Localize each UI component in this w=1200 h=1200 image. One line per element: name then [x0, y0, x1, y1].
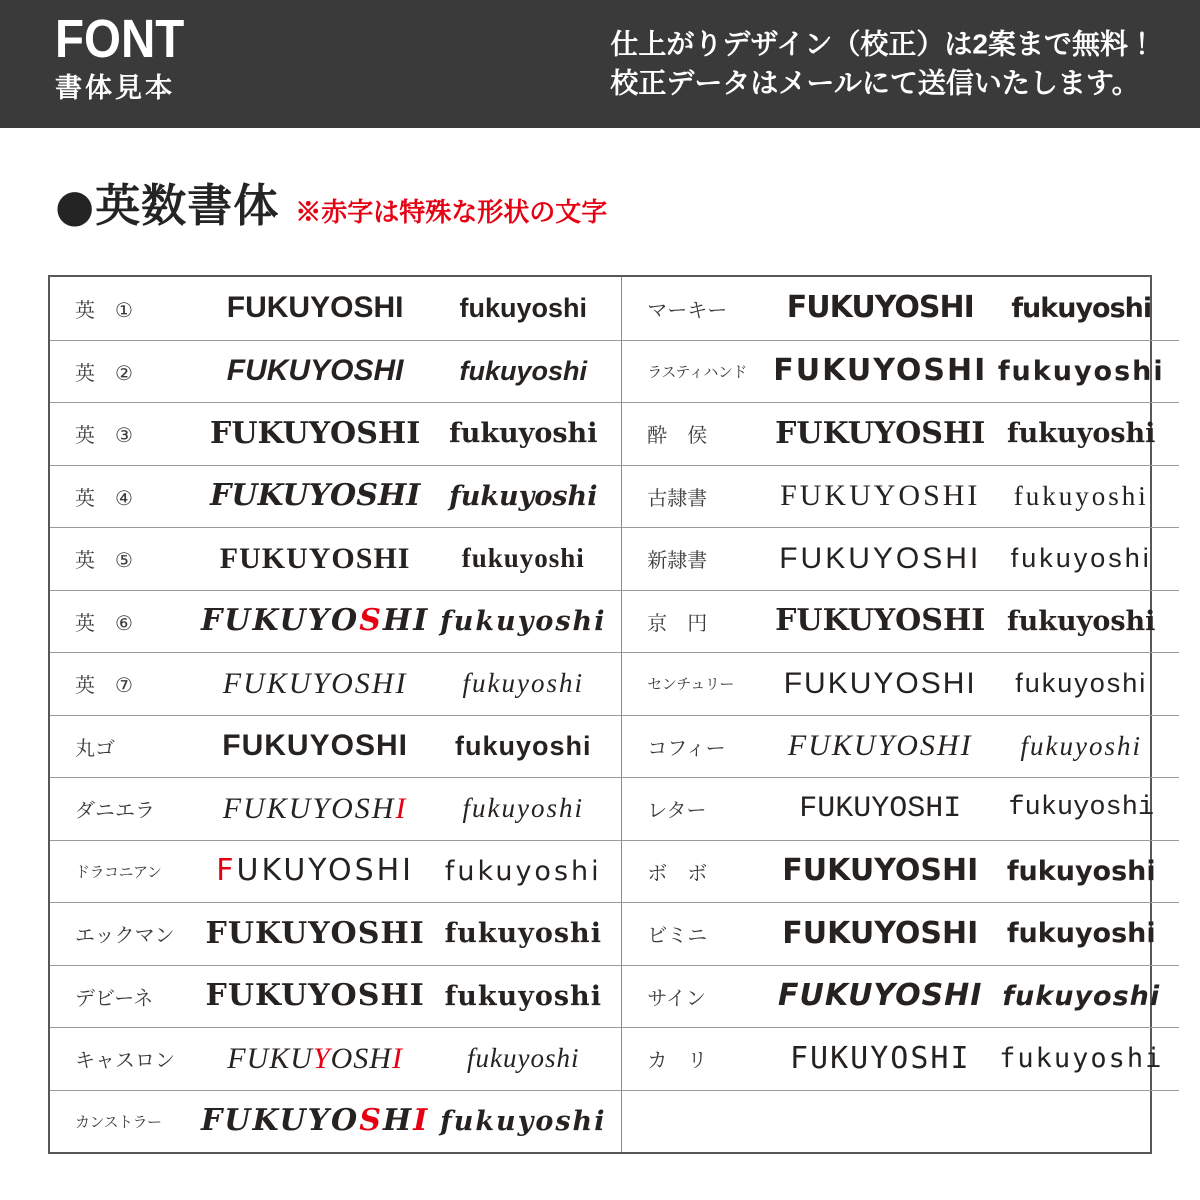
table-row [622, 402, 1179, 465]
uppercase-sample [201, 415, 429, 451]
font-name-label: カ リ [647, 1048, 708, 1073]
uppercase-sample [773, 481, 987, 511]
font-name-label: 古隷書 [647, 485, 708, 510]
table-row [622, 715, 1179, 778]
lowercase-sample: fukuyoshi [1006, 855, 1156, 887]
font-table-right-column [621, 277, 1179, 1152]
uppercase-sample [773, 1040, 987, 1076]
uppercase-sample [773, 853, 987, 889]
table-row [50, 590, 621, 653]
table-row [50, 965, 621, 1028]
table-row [622, 590, 1179, 653]
table-row [622, 465, 1179, 528]
font-name-label: 京 円 [647, 610, 708, 635]
font-name-label: キャスロン [75, 1048, 175, 1073]
sample-letters: FUKUYOSHI [780, 479, 981, 513]
lowercase-sample: fukuyoshi [1015, 668, 1148, 699]
lowercase-sample: fukuyoshi [467, 1043, 580, 1074]
font-name-label: 新隷書 [647, 548, 708, 573]
uppercase-sample [201, 1041, 429, 1075]
uppercase-sample [773, 353, 988, 389]
lowercase-sample: fukuyoshi [1007, 605, 1156, 637]
lowercase-sample: fukuyoshi [444, 855, 602, 887]
sample-letters: FUKUYOSHI [782, 915, 979, 951]
font-name-label: 英 ① [75, 297, 133, 322]
uppercase-sample [773, 666, 987, 700]
sample-letters: FUKUYO [201, 1103, 360, 1139]
table-row [622, 1027, 1179, 1090]
font-name-label: エックマン [75, 923, 175, 948]
sample-letters: FUKUYOSHI [210, 478, 421, 514]
uppercase-sample [201, 666, 429, 700]
font-name-label: 英 ⑥ [75, 610, 133, 635]
table-row [50, 902, 621, 965]
table-row [622, 777, 1179, 840]
uppercase-sample [201, 915, 429, 951]
table-row [50, 402, 621, 465]
table-row [50, 277, 621, 340]
brand-subtitle: 書体見本 [55, 73, 175, 103]
font-name-label: 英 ④ [75, 485, 133, 510]
font-sample-table [48, 275, 1165, 1154]
uppercase-sample [773, 791, 987, 826]
sample-letters: FUKUYO [201, 603, 360, 639]
table-row [622, 340, 1179, 403]
lowercase-sample: fukuyoshi [1006, 918, 1156, 950]
lowercase-sample: fukuyoshi [1008, 793, 1155, 824]
uppercase-sample [773, 731, 987, 761]
uppercase-sample [201, 478, 429, 514]
table-row [50, 777, 621, 840]
sample-letters: FUKUYOSHI [222, 666, 408, 700]
table-row [50, 465, 621, 528]
font-name-label: センチュリー [647, 675, 734, 694]
lowercase-sample: fukuyoshi [1020, 730, 1142, 761]
lowercase-sample: fukuyoshi [444, 918, 602, 950]
table-row [622, 965, 1179, 1028]
uppercase-sample [201, 791, 429, 825]
bullet-icon: ● [55, 179, 96, 232]
sample-letters: OSH [330, 1041, 392, 1075]
sample-letters: FUKU [227, 1041, 313, 1075]
font-name-label: ラスティハンド [647, 362, 747, 381]
font-name-label: マーキー [647, 297, 728, 322]
special-red-letter: F [216, 853, 237, 889]
font-name-label: カンストラー [75, 1112, 162, 1131]
sample-letters: FUKUYOSHI [789, 1040, 971, 1076]
sample-letters: FUKUYOSHI [778, 978, 983, 1014]
section-title-text: 英数書体 [95, 179, 280, 232]
font-name-label: 英 ② [75, 360, 133, 385]
sample-letters: UKUYOSHI [236, 853, 415, 889]
table-row [622, 527, 1179, 590]
font-name-label: ボ ボ [647, 860, 708, 885]
lowercase-sample: fukuyoshi [1011, 292, 1152, 324]
lowercase-sample: fukuyoshi [462, 668, 584, 699]
sample-letters: FUKUYOSH [222, 791, 396, 825]
section-title [55, 179, 280, 232]
lowercase-sample: fukuyoshi [449, 418, 598, 450]
font-name-label: デビーネ [75, 985, 154, 1010]
table-row [622, 902, 1179, 965]
font-name-label: 英 ③ [75, 423, 133, 448]
sample-letters: FUKUYOSHI [775, 603, 986, 639]
special-red-letter: Y [312, 1041, 331, 1075]
sample-letters: FUKUYOSHI [799, 791, 962, 826]
font-name-label: コフィー [647, 735, 726, 760]
uppercase-sample [773, 290, 987, 326]
lowercase-sample: fukuyoshi [997, 355, 1165, 387]
font-name-label: 丸ゴ [75, 735, 115, 760]
sample-letters: FUKUYOSHI [210, 415, 421, 451]
sample-letters: FUKUYOSHI [779, 541, 982, 575]
sample-letters: FUKUYOSHI [219, 541, 411, 575]
sample-letters: FUKUYOSHI [226, 354, 404, 388]
sample-letters: FUKUYOSHI [773, 353, 988, 389]
uppercase-sample [201, 1103, 430, 1139]
table-row [50, 340, 621, 403]
lowercase-sample: fukuyoshi [440, 605, 607, 637]
font-name-label: 英 ⑤ [75, 548, 133, 573]
empty-table-cell [622, 1090, 1179, 1153]
lowercase-sample: fukuyoshi [461, 543, 585, 574]
sample-letters: FUKUYOSHI [222, 729, 408, 763]
uppercase-sample [201, 978, 429, 1014]
brand-block [55, 9, 202, 103]
uppercase-sample [201, 356, 429, 386]
table-row [50, 652, 621, 715]
table-row [622, 277, 1179, 340]
special-red-letter: S [359, 603, 383, 639]
sample-letters: FUKUYOSHI [786, 290, 974, 326]
lowercase-sample: fukuyoshi [1013, 480, 1149, 511]
font-name-label: サイン [647, 985, 706, 1010]
lowercase-sample: fukuyoshi [459, 355, 588, 386]
table-row [50, 1027, 621, 1090]
font-name-label: 英 ⑦ [75, 673, 133, 698]
table-row [622, 652, 1179, 715]
sample-letters: FUKUYOSHI [226, 291, 404, 325]
proof-notice-line2: 校正データはメールにて送信いたします。 [610, 67, 1140, 98]
uppercase-sample [773, 603, 987, 639]
proof-notice [610, 25, 1156, 102]
font-name-label: 酔 侯 [647, 423, 708, 448]
table-row [622, 840, 1179, 903]
top-banner [0, 0, 1200, 128]
lowercase-sample: fukuyoshi [449, 480, 598, 512]
sample-letters: FUKUYOSHI [775, 415, 986, 451]
lowercase-sample: fukuyoshi [1010, 543, 1152, 574]
font-table-left-column [50, 277, 621, 1152]
lowercase-sample: fukuyoshi [999, 1043, 1164, 1075]
section-note: ※赤字は特殊な形状の文字 [295, 197, 608, 228]
special-red-letter: I [413, 1103, 430, 1139]
sample-letters: FUKUYOSHI [787, 729, 973, 763]
sample-letters: HI [382, 603, 430, 639]
uppercase-sample [773, 915, 987, 951]
sample-letters: FUKUYOSHI [205, 978, 425, 1014]
font-name-label: レター [647, 798, 707, 823]
lowercase-sample: fukuyoshi [462, 793, 584, 824]
lowercase-sample: fukuyoshi [1007, 418, 1156, 450]
table-row [50, 1090, 621, 1153]
lowercase-sample: fukuyoshi [440, 1105, 607, 1137]
sample-letters: FUKUYOSHI [205, 915, 425, 951]
uppercase-sample [201, 541, 429, 575]
uppercase-sample [201, 731, 429, 761]
lowercase-sample: fukuyoshi [459, 292, 588, 323]
uppercase-sample [773, 978, 987, 1014]
uppercase-sample [773, 415, 987, 451]
sample-letters: FUKUYOSHI [783, 666, 977, 700]
table-row [50, 715, 621, 778]
section-heading [55, 179, 608, 232]
sample-letters: H [382, 1103, 414, 1139]
uppercase-sample [201, 603, 430, 639]
uppercase-sample [773, 541, 987, 575]
font-name-label: ダニエラ [75, 798, 155, 823]
lowercase-sample: fukuyoshi [1002, 980, 1161, 1012]
sample-letters: FUKUYOSHI [782, 853, 979, 889]
special-red-letter: I [395, 791, 408, 825]
brand-title: FONT [55, 9, 185, 69]
uppercase-sample [201, 293, 429, 323]
font-name-label: ドラコニアン [75, 862, 162, 881]
lowercase-sample: fukuyoshi [455, 730, 592, 761]
font-name-label: ビミニ [647, 923, 708, 948]
table-row [50, 527, 621, 590]
special-red-letter: S [359, 1103, 383, 1139]
proof-notice-line1: 仕上がりデザイン（校正）は2案まで無料！ [610, 28, 1156, 60]
special-red-letter: I [391, 1041, 403, 1075]
lowercase-sample: fukuyoshi [444, 980, 602, 1012]
table-row [50, 840, 621, 903]
uppercase-sample [201, 853, 429, 889]
